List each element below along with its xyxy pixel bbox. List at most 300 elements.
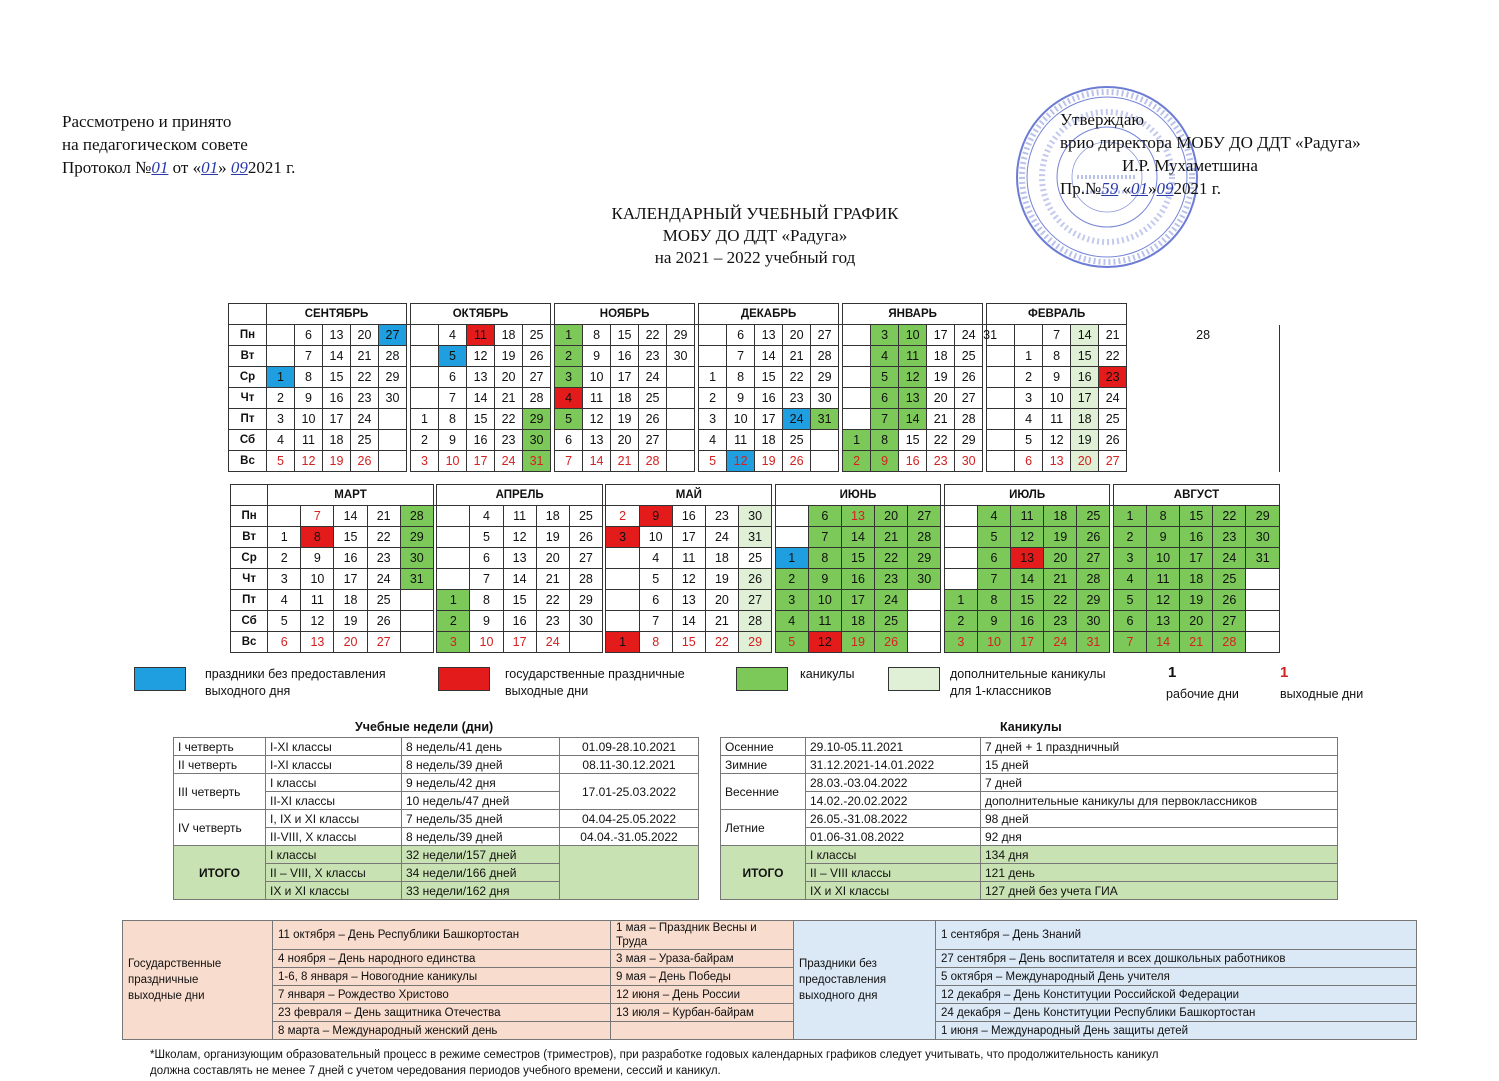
legend-off-number: 1 xyxy=(1280,664,1289,681)
calendar-day: 1 xyxy=(437,590,470,611)
weekday-label: Чт xyxy=(229,388,267,409)
calendar-day: 12 xyxy=(301,611,334,632)
calendar-day: 14 xyxy=(503,569,536,590)
legend-lightgreen-label: дополнительные каникулы для 1-классников xyxy=(950,667,1106,698)
calendar-day: 5 xyxy=(1113,590,1146,611)
calendar-day: 30 xyxy=(1246,527,1280,548)
calendar-day: 8 xyxy=(301,527,334,548)
calendar-day: 14 xyxy=(323,346,351,367)
calendar-day: 17 xyxy=(755,409,783,430)
calendar-day: 13 xyxy=(841,506,874,527)
calendar-day: 2 xyxy=(555,346,583,367)
calendar-day: 31 xyxy=(811,409,839,430)
calendar-day: 28 xyxy=(523,388,551,409)
calendar-day: 12 xyxy=(1043,430,1071,451)
calendar-day: 23 xyxy=(1213,527,1246,548)
week-row xyxy=(229,346,1280,367)
calendar-day: 23 xyxy=(927,451,955,472)
calendar-day: 17 xyxy=(1180,548,1213,569)
calendar-day: 20 xyxy=(1071,451,1099,472)
calendar-day: 3 xyxy=(437,632,470,653)
calendar-day: 18 xyxy=(841,611,874,632)
calendar-day: 19 xyxy=(611,409,639,430)
calendar-day: 11 xyxy=(295,430,323,451)
calendar-day: 7 xyxy=(439,388,467,409)
title-line-3: на 2021 – 2022 учебный год xyxy=(654,248,856,267)
calendar-day: 14 xyxy=(583,451,611,472)
calendar-day: 16 xyxy=(841,569,874,590)
vacations-title: Каникулы xyxy=(1000,720,1062,734)
calendar-day: 17 xyxy=(1071,388,1099,409)
month-header: ФЕВРАЛЬ xyxy=(987,304,1127,325)
calendar-day: 11 xyxy=(1043,409,1071,430)
calendar-day: 22 xyxy=(367,527,400,548)
calendar-day: 11 xyxy=(503,506,536,527)
legend-blue-label: праздники без предоставления выходного дня xyxy=(205,667,386,698)
calendar-day: 5 xyxy=(470,527,503,548)
calendar-day: 3 xyxy=(555,367,583,388)
calendar-day: 12 xyxy=(503,527,536,548)
calendar-day: 7 xyxy=(977,569,1010,590)
calendar-day: 19 xyxy=(927,367,955,388)
calendar-day: 18 xyxy=(495,325,523,346)
calendar-day: 17 xyxy=(323,409,351,430)
calendar-day: 28 xyxy=(955,409,983,430)
vacations-table xyxy=(720,737,1338,900)
calendar-day: 22 xyxy=(639,325,667,346)
calendar-day: 14 xyxy=(899,409,927,430)
table-row: ИТОГО I классы 32 недели/157 дней xyxy=(174,846,699,864)
calendar-day: 10 xyxy=(470,632,503,653)
calendar-day: 13 xyxy=(323,325,351,346)
calendar-day: 19 xyxy=(1071,430,1099,451)
calendar-day: 28 xyxy=(379,346,407,367)
weekday-label: Вт xyxy=(229,346,267,367)
calendar-day: 22 xyxy=(1044,590,1077,611)
calendar-day: 10 xyxy=(1147,548,1180,569)
month-header: ДЕКАБРЬ xyxy=(699,304,839,325)
title-line-2: МОБУ ДО ДДТ «Радуга» xyxy=(662,226,848,245)
month-header: АПРЕЛЬ xyxy=(437,485,603,506)
calendar-day: 13 xyxy=(1147,611,1180,632)
calendar-day: 28 xyxy=(908,527,941,548)
calendar-day: 21 xyxy=(495,388,523,409)
legend-blue-swatch xyxy=(134,667,186,691)
week-row xyxy=(231,632,1280,653)
calendar-day: 28 xyxy=(811,346,839,367)
calendar-day: 28 xyxy=(639,451,667,472)
calendar-day: 8 xyxy=(977,590,1010,611)
month-header: МАЙ xyxy=(606,485,772,506)
calendar-day: 30 xyxy=(569,611,602,632)
weekday-label: Ср xyxy=(229,367,267,388)
calendar-day: 7 xyxy=(639,611,672,632)
calendar-day: 24 xyxy=(783,409,811,430)
calendar-day: 13 xyxy=(467,367,495,388)
approval-line-4: Пр.№59 «01»092021 г. xyxy=(1060,179,1222,198)
calendar-day: 16 xyxy=(1180,527,1213,548)
calendar-day: 29 xyxy=(1246,506,1280,527)
calendar-day: 8 xyxy=(295,367,323,388)
calendar-day: 2 xyxy=(606,506,639,527)
calendar-day: 14 xyxy=(1011,569,1044,590)
table-row: IV четверть I, IX и XI классы 7 недель/35 дней 04.04-25.05.2022 xyxy=(174,810,699,828)
calendar-day: 13 xyxy=(503,548,536,569)
calendar-day: 4 xyxy=(639,548,672,569)
calendar-day: 14 xyxy=(1147,632,1180,653)
weekday-label: Ср xyxy=(231,548,268,569)
calendar-day: 15 xyxy=(899,430,927,451)
calendar-day: 21 xyxy=(536,569,569,590)
calendar-day: 2 xyxy=(699,388,727,409)
calendar-day: 18 xyxy=(1071,409,1099,430)
calendar-day: 30 xyxy=(379,388,407,409)
calendar-day: 3 xyxy=(606,527,639,548)
calendar-day: 21 xyxy=(927,409,955,430)
month-header-row xyxy=(231,485,1280,506)
calendar-day: 28 xyxy=(1077,569,1110,590)
calendar-day: 15 xyxy=(503,590,536,611)
approval-line-3: И.Р. Мухаметшина xyxy=(1122,156,1258,175)
calendar-day: 4 xyxy=(775,611,808,632)
calendar-day: 8 xyxy=(1147,506,1180,527)
calendar-day: 24 xyxy=(1044,632,1077,653)
calendar-day: 28 xyxy=(1213,632,1246,653)
calendar-day: 19 xyxy=(334,611,367,632)
calendar-day: 1 xyxy=(268,527,301,548)
protocol-month: 09 xyxy=(230,158,248,177)
calendar-day: 27 xyxy=(569,548,602,569)
calendar-day: 6 xyxy=(871,388,899,409)
calendar-day: 15 xyxy=(1011,590,1044,611)
calendar-day: 26 xyxy=(875,632,908,653)
calendar-day: 19 xyxy=(841,632,874,653)
calendar-day: 30 xyxy=(738,506,771,527)
calendar-day: 17 xyxy=(611,367,639,388)
calendar-day: 19 xyxy=(705,569,738,590)
calendar-day: 4 xyxy=(1015,409,1043,430)
calendar-day: 9 xyxy=(1043,367,1071,388)
calendar-day: 26 xyxy=(639,409,667,430)
calendar-day: 12 xyxy=(295,451,323,472)
legend-red-swatch xyxy=(438,667,490,691)
calendar-day: 11 xyxy=(1147,569,1180,590)
calendar-day: 9 xyxy=(871,451,899,472)
calendar-day: 21 xyxy=(611,451,639,472)
calendar-day: 9 xyxy=(295,388,323,409)
legend-green-label: каникулы xyxy=(800,667,855,681)
calendar-day: 6 xyxy=(439,367,467,388)
calendar-day: 6 xyxy=(808,506,841,527)
month-header: МАРТ xyxy=(268,485,434,506)
calendar-day: 29 xyxy=(379,367,407,388)
month-header: ОКТЯБРЬ xyxy=(411,304,551,325)
month-header: ЯНВАРЬ xyxy=(843,304,983,325)
calendar-day: 10 xyxy=(583,367,611,388)
legend-red-label: государственные праздничные выходные дни xyxy=(505,667,685,698)
calendar-day: 13 xyxy=(1011,548,1044,569)
calendar-day: 9 xyxy=(470,611,503,632)
calendar-day: 12 xyxy=(583,409,611,430)
review-block xyxy=(62,110,295,179)
calendar-day: 16 xyxy=(899,451,927,472)
calendar-day: 16 xyxy=(1011,611,1044,632)
calendar-day: 26 xyxy=(367,611,400,632)
calendar-day: 15 xyxy=(1180,506,1213,527)
calendar-day: 1 xyxy=(699,367,727,388)
calendar-day: 27 xyxy=(367,632,400,653)
calendar-day: 5 xyxy=(977,527,1010,548)
calendar-day: 11 xyxy=(467,325,495,346)
calendar-day: 5 xyxy=(639,569,672,590)
calendar-day: 7 xyxy=(555,451,583,472)
calendar-mar-aug xyxy=(230,484,1280,653)
calendar-day: 12 xyxy=(727,451,755,472)
calendar-sep-feb xyxy=(228,303,1280,472)
calendar-day: 25 xyxy=(639,388,667,409)
calendar-day: 6 xyxy=(1015,451,1043,472)
calendar-day: 11 xyxy=(672,548,705,569)
table-row: IX и XI классы 127 дней без учета ГИА xyxy=(721,882,1338,900)
calendar-day: 2 xyxy=(268,548,301,569)
calendar-day: 26 xyxy=(955,367,983,388)
calendar-day: 13 xyxy=(755,325,783,346)
weekday-label: Вт xyxy=(231,527,268,548)
calendar-day: 30 xyxy=(955,451,983,472)
calendar-day: 3 xyxy=(1113,548,1146,569)
calendar-day: 13 xyxy=(583,430,611,451)
legend-work-label: рабочие дни xyxy=(1166,687,1239,701)
calendar-day: 26 xyxy=(1077,527,1110,548)
calendar-day: 8 xyxy=(727,367,755,388)
calendar-day: 6 xyxy=(555,430,583,451)
calendar-day: 27 xyxy=(908,506,941,527)
calendar-day: 25 xyxy=(1099,409,1127,430)
calendar-day: 25 xyxy=(367,590,400,611)
calendar-day: 14 xyxy=(755,346,783,367)
calendar-day: 9 xyxy=(808,569,841,590)
calendar-day: 1 xyxy=(1113,506,1146,527)
calendar-day: 17 xyxy=(1011,632,1044,653)
calendar-day: 30 xyxy=(667,346,695,367)
calendar-day: 5 xyxy=(699,451,727,472)
calendar-day: 4 xyxy=(267,430,295,451)
week-row xyxy=(229,430,1280,451)
protocol-day: 01 xyxy=(201,158,219,177)
calendar-day: 26 xyxy=(1213,590,1246,611)
calendar-day: 13 xyxy=(301,632,334,653)
calendar-day: 7 xyxy=(301,506,334,527)
calendar-day: 23 xyxy=(495,430,523,451)
calendar-day: 18 xyxy=(323,430,351,451)
calendar-day: 22 xyxy=(351,367,379,388)
calendar-day: 9 xyxy=(301,548,334,569)
calendar-day: 7 xyxy=(727,346,755,367)
calendar-day: 30 xyxy=(523,430,551,451)
calendar-day: 20 xyxy=(495,367,523,388)
calendar-day: 7 xyxy=(295,346,323,367)
calendar-day: 12 xyxy=(467,346,495,367)
week-row xyxy=(229,325,1280,346)
calendar-day: 16 xyxy=(323,388,351,409)
calendar-day: 6 xyxy=(1113,611,1146,632)
calendar-day: 18 xyxy=(705,548,738,569)
calendar-day: 10 xyxy=(439,451,467,472)
week-row xyxy=(231,569,1280,590)
holidays-table: Государственные праздничные выходные дни 11 октября – День Республики Башкортостан 1 мая – Праздник Весны и Труда Праздники без предоставления выходного дня 1 сентября – День Знаний 4 ноября – День народного единства 3 мая – Ураза-байрам 27 сентября – День воспитателя и всех дошкольных работников 1-6, 8 января – Новогодние каникулы 9 мая – День Победы 5 октября – Международный День учителя 7 января – Рождество Христово 12 июня – День России 12 декабря – День Конституции Российской Федерации 23 февраля – День защитника Отечества 13 июля – Курбан-байрам 24 декабря – День Конституции Республики Башкортостан 8 марта – Международный женский день 1 июня – Международный День защиты детей xyxy=(122,920,1417,1040)
calendar-day: 11 xyxy=(1011,506,1044,527)
weekday-label: Пн xyxy=(231,506,268,527)
calendar-day: 8 xyxy=(470,590,503,611)
calendar-day: 14 xyxy=(334,506,367,527)
calendar-day: 6 xyxy=(727,325,755,346)
calendar-day: 26 xyxy=(351,451,379,472)
calendar-day: 24 xyxy=(955,325,983,346)
calendar-day: 17 xyxy=(927,325,955,346)
calendar-day: 24 xyxy=(1099,388,1127,409)
approval-block xyxy=(1060,108,1361,200)
calendar-day: 16 xyxy=(672,506,705,527)
calendar-day: 30 xyxy=(811,388,839,409)
calendar-day: 28 xyxy=(400,506,433,527)
calendar-day: 29 xyxy=(400,527,433,548)
calendar-day: 19 xyxy=(755,451,783,472)
calendar-day: 17 xyxy=(503,632,536,653)
table-row: 01.06-31.08.2022 92 дня xyxy=(721,828,1338,846)
calendar-day: 20 xyxy=(1180,611,1213,632)
calendar-day: 12 xyxy=(1147,590,1180,611)
calendar-day: 21 xyxy=(367,506,400,527)
state-holidays-label: Государственные праздничные выходные дни xyxy=(123,921,273,1040)
calendar-day: 5 xyxy=(439,346,467,367)
table-row: Весенние 28.03.-03.04.2022 7 дней xyxy=(721,774,1338,792)
calendar-day: 1 xyxy=(1015,346,1043,367)
table-row: 1-6, 8 января – Новогодние каникулы 9 мая – День Победы 5 октября – Международный День учителя xyxy=(123,968,1417,986)
week-row xyxy=(231,527,1280,548)
calendar-day: 14 xyxy=(672,611,705,632)
calendar-day: 21 xyxy=(1099,325,1127,346)
calendar-day: 21 xyxy=(351,346,379,367)
calendar-day: 24 xyxy=(495,451,523,472)
calendar-day: 31 xyxy=(1246,548,1280,569)
calendar-day: 20 xyxy=(927,388,955,409)
calendar-day: 9 xyxy=(727,388,755,409)
table-row: 14.02.-20.02.2022 дополнительные каникулы для первоклассников xyxy=(721,792,1338,810)
calendar-day: 5 xyxy=(267,451,295,472)
calendar-day: 8 xyxy=(808,548,841,569)
table-row: II – VIII, X классы 34 недели/166 дней xyxy=(174,864,699,882)
calendar-day: 8 xyxy=(583,325,611,346)
calendar-day: 22 xyxy=(536,590,569,611)
weeks-table xyxy=(173,737,699,900)
calendar-day: 19 xyxy=(495,346,523,367)
calendar-day: 25 xyxy=(1077,506,1110,527)
calendar-day: 9 xyxy=(583,346,611,367)
calendar-day: 2 xyxy=(775,569,808,590)
calendar-day: 2 xyxy=(267,388,295,409)
calendar-day: 27 xyxy=(1213,611,1246,632)
week-row xyxy=(229,367,1280,388)
calendar-day: 31 xyxy=(983,325,987,346)
calendar-day: 27 xyxy=(1077,548,1110,569)
calendar-day: 4 xyxy=(977,506,1010,527)
calendar-day: 24 xyxy=(351,409,379,430)
calendar-day: 8 xyxy=(439,409,467,430)
table-row: II-VIII, X классы 8 недель/39 дней 04.04.-31.05.2022 xyxy=(174,828,699,846)
weekday-label: Сб xyxy=(229,430,267,451)
calendar-day: 21 xyxy=(1044,569,1077,590)
calendar-day: 28 xyxy=(738,611,771,632)
table-row: 4 ноября – День народного единства 3 мая – Ураза-байрам 27 сентября – День воспитателя и всех дошкольных работников xyxy=(123,950,1417,968)
calendar-day: 20 xyxy=(1044,548,1077,569)
calendar-day: 16 xyxy=(1071,367,1099,388)
calendar-day: 8 xyxy=(639,632,672,653)
calendar-day: 30 xyxy=(908,569,941,590)
calendar-day: 28 xyxy=(569,569,602,590)
calendar-day: 31 xyxy=(400,569,433,590)
table-row: 7 января – Рождество Христово 12 июня – День России 12 декабря – День Конституции Российской Федерации xyxy=(123,986,1417,1004)
calendar-day: 29 xyxy=(955,430,983,451)
calendar-day: 25 xyxy=(351,430,379,451)
calendar-day: 24 xyxy=(639,367,667,388)
calendar-day: 21 xyxy=(783,346,811,367)
calendar-day: 18 xyxy=(927,346,955,367)
calendar-day: 2 xyxy=(411,430,439,451)
calendar-day: 18 xyxy=(611,388,639,409)
table-row: II-XI классы 10 недель/47 дней xyxy=(174,792,699,810)
calendar-day: 10 xyxy=(295,409,323,430)
calendar-day: 26 xyxy=(523,346,551,367)
calendar-day: 1 xyxy=(411,409,439,430)
calendar-day: 9 xyxy=(639,506,672,527)
calendar-day: 11 xyxy=(583,388,611,409)
calendar-day: 9 xyxy=(1147,527,1180,548)
calendar-day: 23 xyxy=(536,611,569,632)
calendar-day: 6 xyxy=(268,632,301,653)
calendar-day: 15 xyxy=(755,367,783,388)
calendar-day: 3 xyxy=(1015,388,1043,409)
month-header: АВГУСТ xyxy=(1113,485,1279,506)
calendar-day: 24 xyxy=(705,527,738,548)
calendar-day: 23 xyxy=(783,388,811,409)
calendar-day: 22 xyxy=(927,430,955,451)
table-row: 23 февраля – День защитника Отечества 13 июля – Курбан-байрам 24 декабря – День Конституции Республики Башкортостан xyxy=(123,1004,1417,1022)
calendar-day: 11 xyxy=(301,590,334,611)
calendar-day: 15 xyxy=(1071,346,1099,367)
calendar-day: 26 xyxy=(1099,430,1127,451)
calendar-day: 22 xyxy=(875,548,908,569)
calendar-day: 3 xyxy=(268,569,301,590)
calendar-day: 19 xyxy=(536,527,569,548)
calendar-day: 20 xyxy=(536,548,569,569)
table-row: IX и XI классы 33 недели/162 дня xyxy=(174,882,699,900)
calendar-day: 24 xyxy=(367,569,400,590)
calendar-day: 5 xyxy=(775,632,808,653)
calendar-day: 29 xyxy=(811,367,839,388)
calendar-day: 18 xyxy=(755,430,783,451)
calendar-day: 18 xyxy=(536,506,569,527)
legend-work-number: 1 xyxy=(1168,664,1177,681)
legend-lightgreen-swatch xyxy=(888,667,940,691)
calendar-day: 26 xyxy=(738,569,771,590)
calendar-day: 20 xyxy=(351,325,379,346)
calendar-day: 30 xyxy=(1077,611,1110,632)
calendar-day: 24 xyxy=(875,590,908,611)
calendar-day: 11 xyxy=(899,346,927,367)
calendar-day: 19 xyxy=(323,451,351,472)
calendar-day: 27 xyxy=(639,430,667,451)
calendar-day: 25 xyxy=(738,548,771,569)
